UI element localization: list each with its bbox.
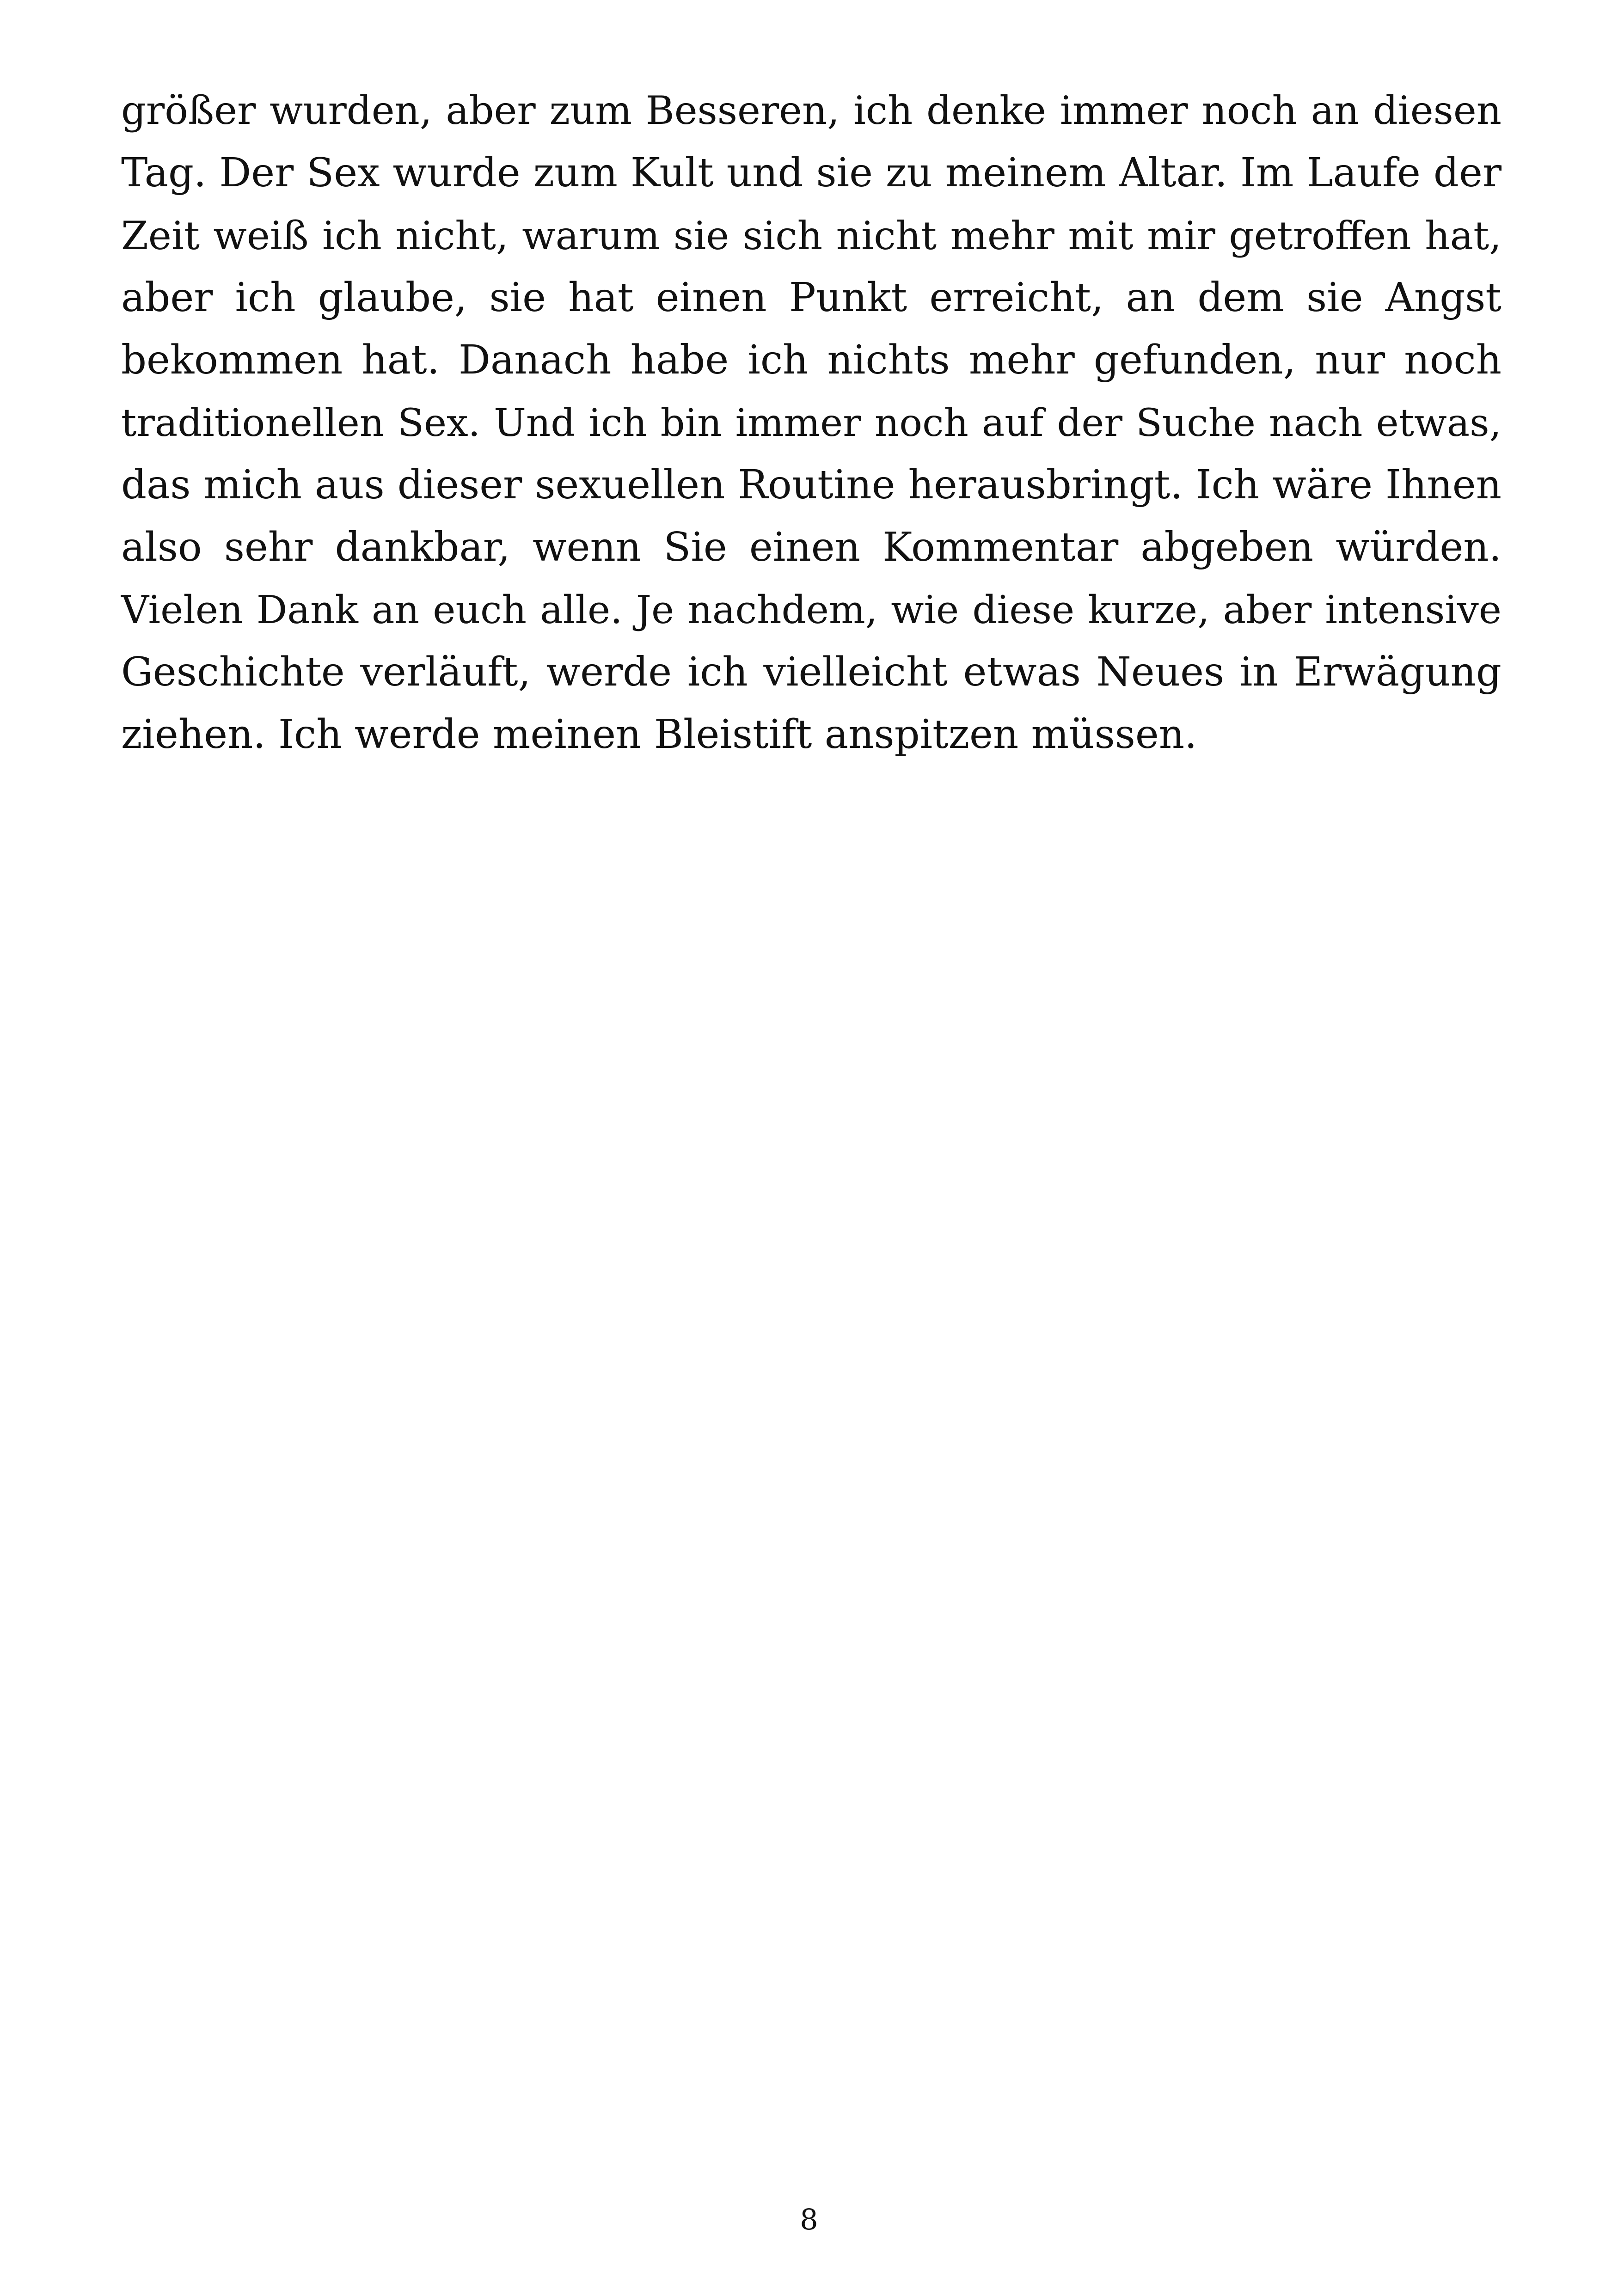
text-line-10: Geschichte verläuft, werde ich vielleicht etwas Neues in Erwägung: [121, 649, 1502, 695]
text-line-2: Tag. Der Sex wurde zum Kult und sie zu meinem Altar. Im Laufe der: [121, 150, 1502, 196]
text-line-1: größer wurden, aber zum Besseren, ich denke immer noch an diesen: [121, 88, 1502, 133]
text-line-3: Zeit weiß ich nicht, warum sie sich nicht mehr mit mir getroffen hat,: [121, 213, 1502, 258]
text-line-6: traditionellen Sex. Und ich bin immer noch auf der Suche nach etwas,: [121, 400, 1502, 445]
text-line-8: also sehr dankbar, wenn Sie einen Kommentar abgeben würden.: [121, 524, 1502, 570]
text-line-9: Vielen Dank an euch alle. Je nachdem, wie diese kurze, aber intensive: [121, 588, 1502, 632]
text-line-7: das mich aus dieser sexuellen Routine herausbringt. Ich wäre Ihnen: [121, 462, 1502, 508]
body-paragraph: [121, 80, 1502, 766]
page-number: 8: [800, 2203, 818, 2236]
text-line-11: ziehen. Ich werde meinen Bleistift anspitzen müssen.: [121, 711, 1197, 758]
text-line-4: aber ich glaube, sie hat einen Punkt erreicht, an dem sie Angst: [121, 275, 1502, 321]
text-line-5: bekommen hat. Danach habe ich nichts mehr gefunden, nur noch: [121, 337, 1502, 383]
